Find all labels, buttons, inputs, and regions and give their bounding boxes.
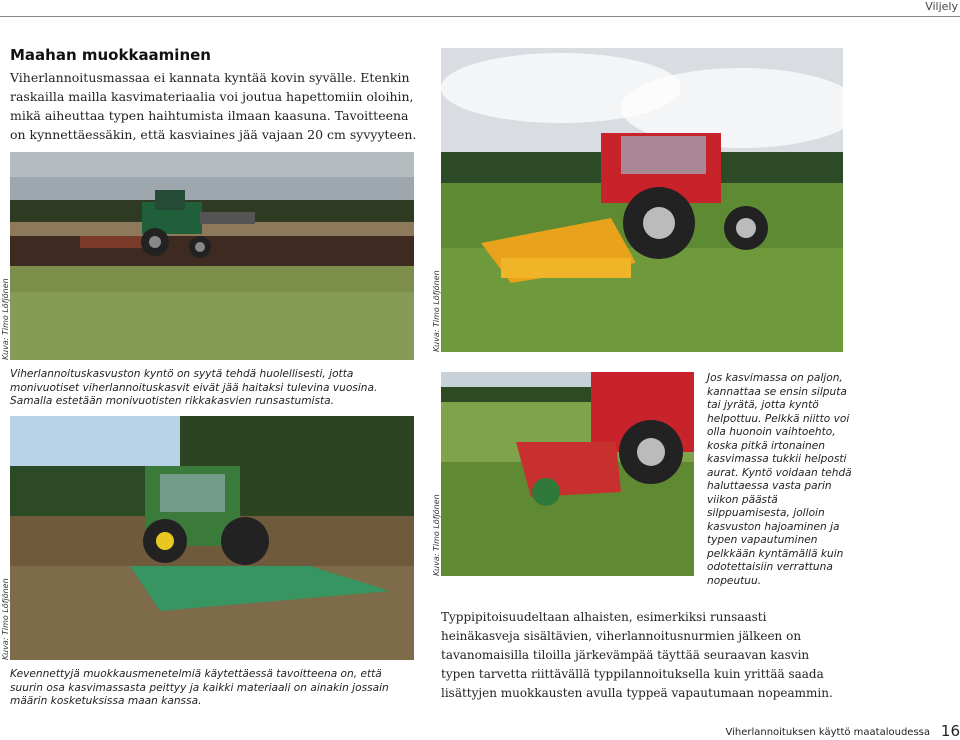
photo-harrow [10, 416, 414, 660]
intro-paragraph: Viherlannoitusmassaa ei kannata kyntää kovin syvälle. Etenkin raskailla mailla kasvimateriaalia voi joutua hapettomiin oloihin, mikä aiheuttaa typen haihtumista ilmaan kaasuna. Tavoitteena on kynnettäessäkin, että kasviaines jää vajaan 20 cm syvyyteen. [10, 70, 417, 142]
footer-title: Viherlannoituksen käyttö maataloudessa [725, 727, 930, 738]
caption-harrow: Kevennettyjä muokkausmenetelmiä käytettäessä tavoitteena on, että suurin osa kasvimassasta peittyy ja kaikki materiaali on ainakin jossain määrin kosketuksissa maan kanssa. [10, 668, 389, 707]
section-heading: Maahan muokkaaminen [10, 46, 211, 64]
photo-ploughing [10, 152, 414, 360]
photo-credit-3: Kuva: Timo Löfjönen [432, 494, 441, 576]
photo-mower [441, 48, 843, 352]
header-rule [0, 16, 960, 17]
photo-mulcher [441, 372, 694, 576]
body-paragraph: Typpipitoisuudeltaan alhaisten, esimerkiksi runsaasti heinäkasveja sisältävien, viherlannoitusnurmien jälkeen on tavanomaisilla tiloilla järkevämpää täyttää seuraavan kasvin typen tarvetta riittävällä typpilannoituksella kuin yrittää saada lisättyjen muokkausten avulla typpeä vapautumaan nopeammin. [441, 610, 833, 700]
caption-mulching: Jos kasvimassa on paljon, kannattaa se ensin silputa tai jyrätä, jotta kyntö helpottuu. Pelkkä niitto voi olla huonoin vaihtoehto, koska pitkä irtonainen kasvimassa tukkii helposti aurat. Kyntö voidaan tehdä haluttaessa vasta parin viikon päästä silppuamisesta, jolloin kasvuston hajoaminen ja typen vapautuminen pelkkään kyntämällä kuin odotettaisiin verrattuna nopeutuu. [707, 372, 852, 587]
photo-credit-2: Kuva: Timo Löfjönen [432, 270, 441, 352]
page-number: 16 [940, 722, 960, 740]
photo-credit-1: Kuva: Timo Löfjönen [1, 278, 10, 360]
section-tag: Viljely [925, 0, 958, 13]
photo-credit-4: Kuva: Timo Löfjönen [1, 578, 10, 660]
caption-ploughing: Viherlannoituskasvuston kyntö on syytä tehdä huolellisesti, jotta monivuotiset viherlannoituskasvit eivät jää haitaksi tulevina vuosina. Samalla estetään monivuotisten rikkakasvien runsastumista. [10, 368, 378, 407]
